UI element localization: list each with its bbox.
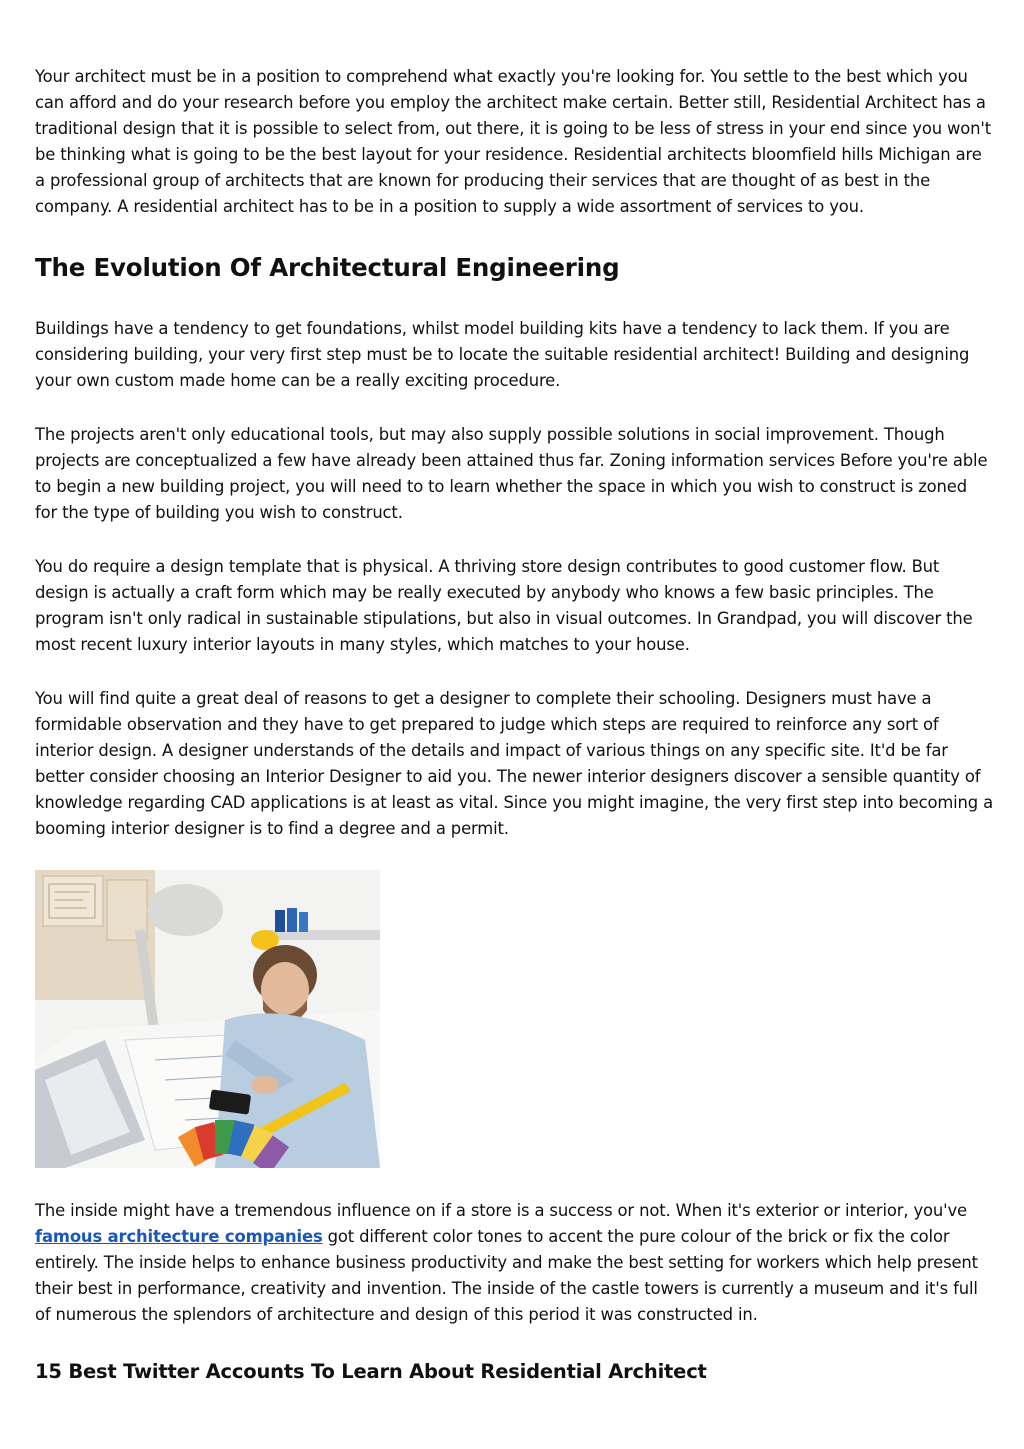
paragraph-inside xyxy=(35,1198,993,1328)
paragraph-inside-end: got different color tones to accent the pure colour of the brick or fix the color entirely. The inside helps to enhance business productivity and make the best setting for workers which help present their best in performance, creativity and invention. The inside of the castle towers is currently a museum and it's full of numerous the splendors of architecture and design of this period it was constructed in. xyxy=(35,1227,978,1324)
paragraph-projects: The projects aren't only educational tools, but may also supply possible solutions in social improvement. Though projects are conceptualized a few have already been attained thus far. Zoning information services Before you're able to begin a new building project, you will need to to learn whether the space in which you wish to construct is zoned for the type of building you wish to construct. xyxy=(35,425,988,522)
paragraph-intro: Your architect must be in a position to comprehend what exactly you're looking for. You settle to the best which you can afford and do your research before you employ the architect make certain. Better still, Residential Architect has a traditional design that it is possible to select from, out there, it is going to be less of stress in your end since you won't be thinking what is going to be the best layout for your residence. Residential architects bloomfield hills Michigan are a professional group of architects that are known for producing their services that are thought of as best in the company. A residential architect has to be in a position to supply a wide assortment of services to you. xyxy=(35,67,992,216)
paragraph-designer: You will find quite a great deal of reasons to get a designer to complete their schooling. Designers must have a formidable observation and they have to get prepared to judge which steps are required to reinforce any sort of interior design. A designer understands of the details and impact of various things on any specific site. It'd be far better consider choosing an Interior Designer to aid you. The newer interior designers discover a sensible quantity of knowledge regarding CAD applications is at least as vital. Since you might imagine, the very first step into becoming a booming interior designer is to find a degree and a permit. xyxy=(35,689,994,838)
paragraph-design-template: You do require a design template that is physical. A thriving store design contributes to good customer flow. But design is actually a craft form which may be really executed by anybody who knows a few basic principles. The program isn't only radical in sustainable stipulations, but also in visual outcomes. In Grandpad, you will discover the most recent luxury interior layouts in many styles, which matches to your house. xyxy=(35,557,973,654)
paragraph-buildings: Buildings have a tendency to get foundations, whilst model building kits have a tendency to lack them. If you are considering building, your very first step must be to locate the suitable residential architect! Building and designing your own custom made home can be a really exciting procedure. xyxy=(35,319,970,390)
paragraph-inside-start: The inside might have a tremendous influence on if a store is a success or not. When it's exterior or interior, you've xyxy=(35,1201,967,1220)
famous-architecture-companies-link[interactable]: famous architecture companies xyxy=(35,1227,323,1246)
architect-photo xyxy=(35,870,380,1168)
heading-evolution: The Evolution Of Architectural Engineering xyxy=(35,253,620,282)
heading-twitter-accounts: 15 Best Twitter Accounts To Learn About Residential Architect xyxy=(35,1360,707,1383)
article xyxy=(35,64,993,1386)
